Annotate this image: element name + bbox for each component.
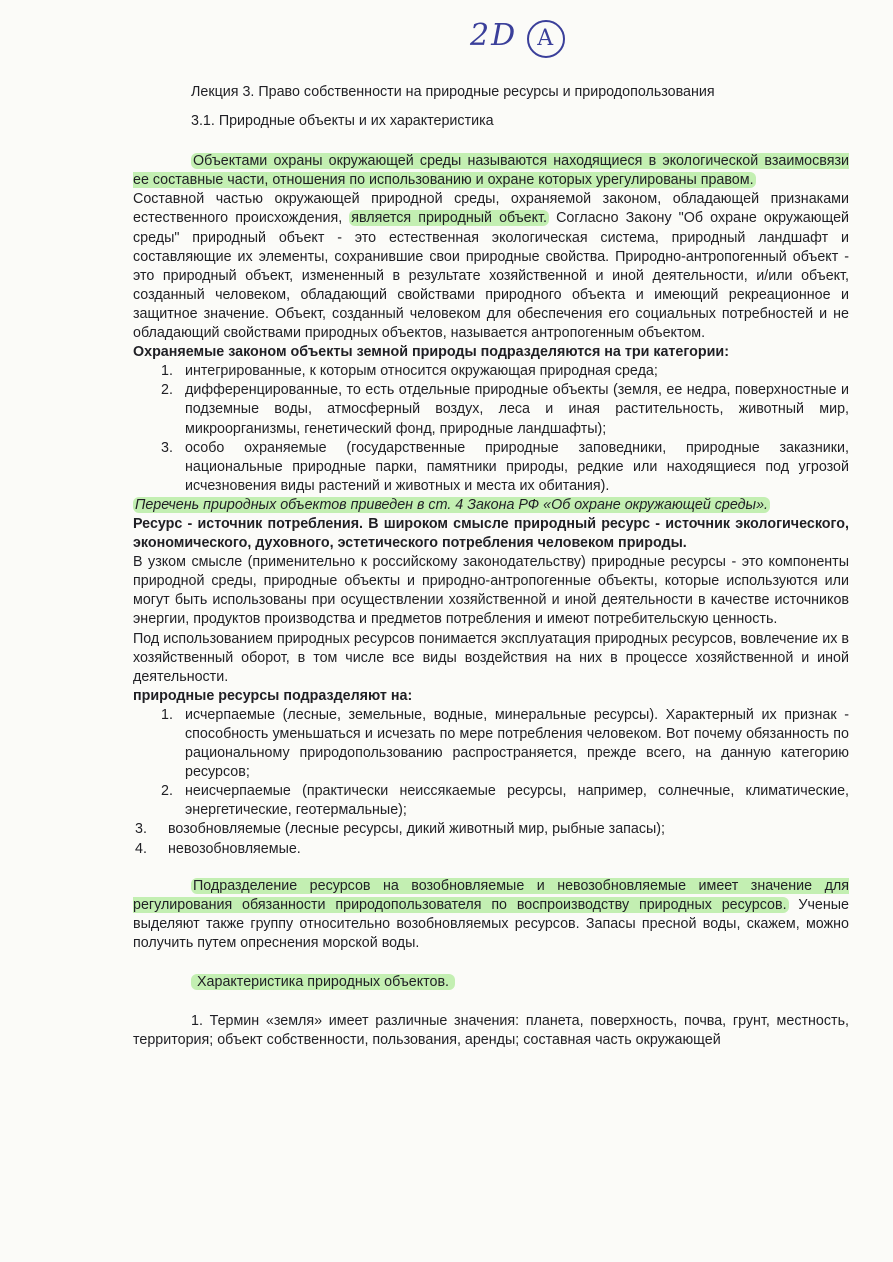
resources-heading: природные ресурсы подразделяют на:	[133, 687, 413, 704]
resources-list	[133, 706, 849, 859]
categories-heading: Охраняемые законом объекты земной природы подразделяются на три категории:	[133, 344, 729, 361]
highlighted-text: Характеристика природных объектов.	[191, 974, 455, 990]
spacer	[133, 859, 849, 877]
highlighted-text: Перечень природных объектов приведен в ст. 4 Закона РФ «Об охране окружающей среды».	[135, 496, 768, 513]
list-text: возобновляемые (лесные ресурсы, дикий животный мир, рыбные запасы);	[168, 821, 665, 838]
list-number: 3.	[135, 821, 147, 838]
list-item	[133, 381, 849, 438]
resource-definition: Ресурс - источник потребления. В широком смысле природный ресурс - источник экологического, экономического, духовного, эстетического потребления человеком природы.	[133, 515, 849, 552]
list-item	[133, 362, 849, 381]
list-number: 2.	[161, 382, 173, 399]
section-title: 3.1. Природные объекты и их характеристика	[191, 113, 494, 130]
handwritten-mark	[470, 18, 565, 58]
subheading	[133, 973, 849, 992]
handwritten-number: 2D	[470, 18, 518, 53]
list-text: дифференцированные, то есть отдельные природные объекты (земля, ее недра, поверхностные и подземные воды, атмосферный воздух, леса и иная растительность, животный мир, микроорганизмы, генетический фонд, природные ландшафты);	[185, 382, 849, 437]
list-number: 2.	[161, 783, 173, 800]
list-note	[133, 496, 849, 515]
list-text: особо охраняемые (государственные природные заповедники, природные заказники, национальные природные парки, памятники природы, редкие или находящиеся под угрозой исчезновения виды растений и животных и места их обитания).	[185, 439, 849, 494]
highlighted-text: является природный объект.	[351, 210, 547, 227]
list-text: исчерпаемые (лесные, земельные, водные, минеральные ресурсы). Характерный их признак - способность уменьшаться и исчезать по мере потребления человеком. Вот почему обязанность по рациональному природопользованию распространяется, прежде всего, на данную категорию ресурсов;	[185, 706, 849, 781]
text-span: Составной частью окружающей природной среды, охраняемой законом, обладающей признаками естественного происхождения,	[133, 191, 849, 227]
spacer	[133, 992, 849, 1012]
list-item	[133, 840, 849, 859]
list-number: 1.	[161, 363, 173, 380]
handwritten-circled-letter: A	[527, 20, 565, 58]
list-text: невозобновляемые.	[168, 840, 301, 857]
highlighted-text: Объектами охраны окружающей среды называются находящиеся в экологической взаимосвязи ее составные части, отношения по использованию и охране которых урегулированы правом.	[133, 153, 849, 189]
spacer	[133, 953, 849, 973]
list-item	[133, 439, 849, 496]
list-item	[133, 706, 849, 782]
list-number: 3.	[161, 439, 173, 456]
paragraph-renewable	[133, 877, 849, 953]
list-item	[133, 820, 849, 839]
highlighted-text: Подразделение ресурсов на возобновляемые и невозобновляемые имеет значение для регулирования обязанности природопользователя по воспроизводству природных ресурсов.	[133, 877, 849, 913]
document-body	[133, 83, 849, 1050]
paragraph-resource-use: Под использованием природных ресурсов понимается эксплуатация природных ресурсов, вовлечение их в хозяйственный оборот, в том числе все виды воздействия на них в процессе хозяйственной и иной деятельности.	[133, 630, 849, 685]
lecture-title: Лекция 3. Право собственности на природные ресурсы и природопользования	[191, 84, 715, 100]
list-text: интегрированные, к которым относится окружающая природная среда;	[185, 363, 658, 380]
list-number: 4.	[135, 840, 147, 857]
paragraph-natural-object	[133, 190, 849, 343]
categories-list	[133, 362, 849, 496]
list-item	[133, 782, 849, 820]
list-text: неисчерпаемые (практически неиссякаемые ресурсы, например, солнечные, климатические, энергетические, геотермальные);	[185, 783, 849, 819]
paragraph-objects-definition	[133, 152, 849, 190]
list-number: 1.	[161, 706, 173, 723]
text-span: Ученые выделяют также группу относительно возобновляемых ресурсов. Запасы пресной воды, скажем, можно получить путем опреснения морской воды.	[133, 896, 849, 951]
paragraph-land-term: 1. Термин «земля» имеет различные значения: планета, поверхность, почва, грунт, местность, территория; объект собственности, пользования, аренды; составная часть окружающей	[133, 1013, 849, 1049]
text-span: Согласно Закону "Об охране окружающей среды" природный объект - это естественная экологическая система, природный ландшафт и составляющие их элементы, сохранившие свои природные свойства. Природно-антропогенный объект - это природный объект, измененный в результате хозяйственной и иной деятельности, и/или объект, созданный человеком, обладающий свойствами природного объекта и имеющий рекреационное и защитное значение. Объект, созданный человеком для обеспечения его социальных потребностей и не обладающий свойствами природных объектов, называется антропогенным объектом.	[133, 210, 850, 342]
paragraph-narrow-sense: В узком смысле (применительно к российскому законодательству) природные ресурсы - это компоненты природной среды, природные объекты и природно-антропогенные объекты, которые используются или могут быть использованы при осуществлении хозяйственной и иной деятельности в качестве источников энергии, продуктов производства и предметов потребления и имеют потребительскую ценность.	[133, 554, 849, 628]
